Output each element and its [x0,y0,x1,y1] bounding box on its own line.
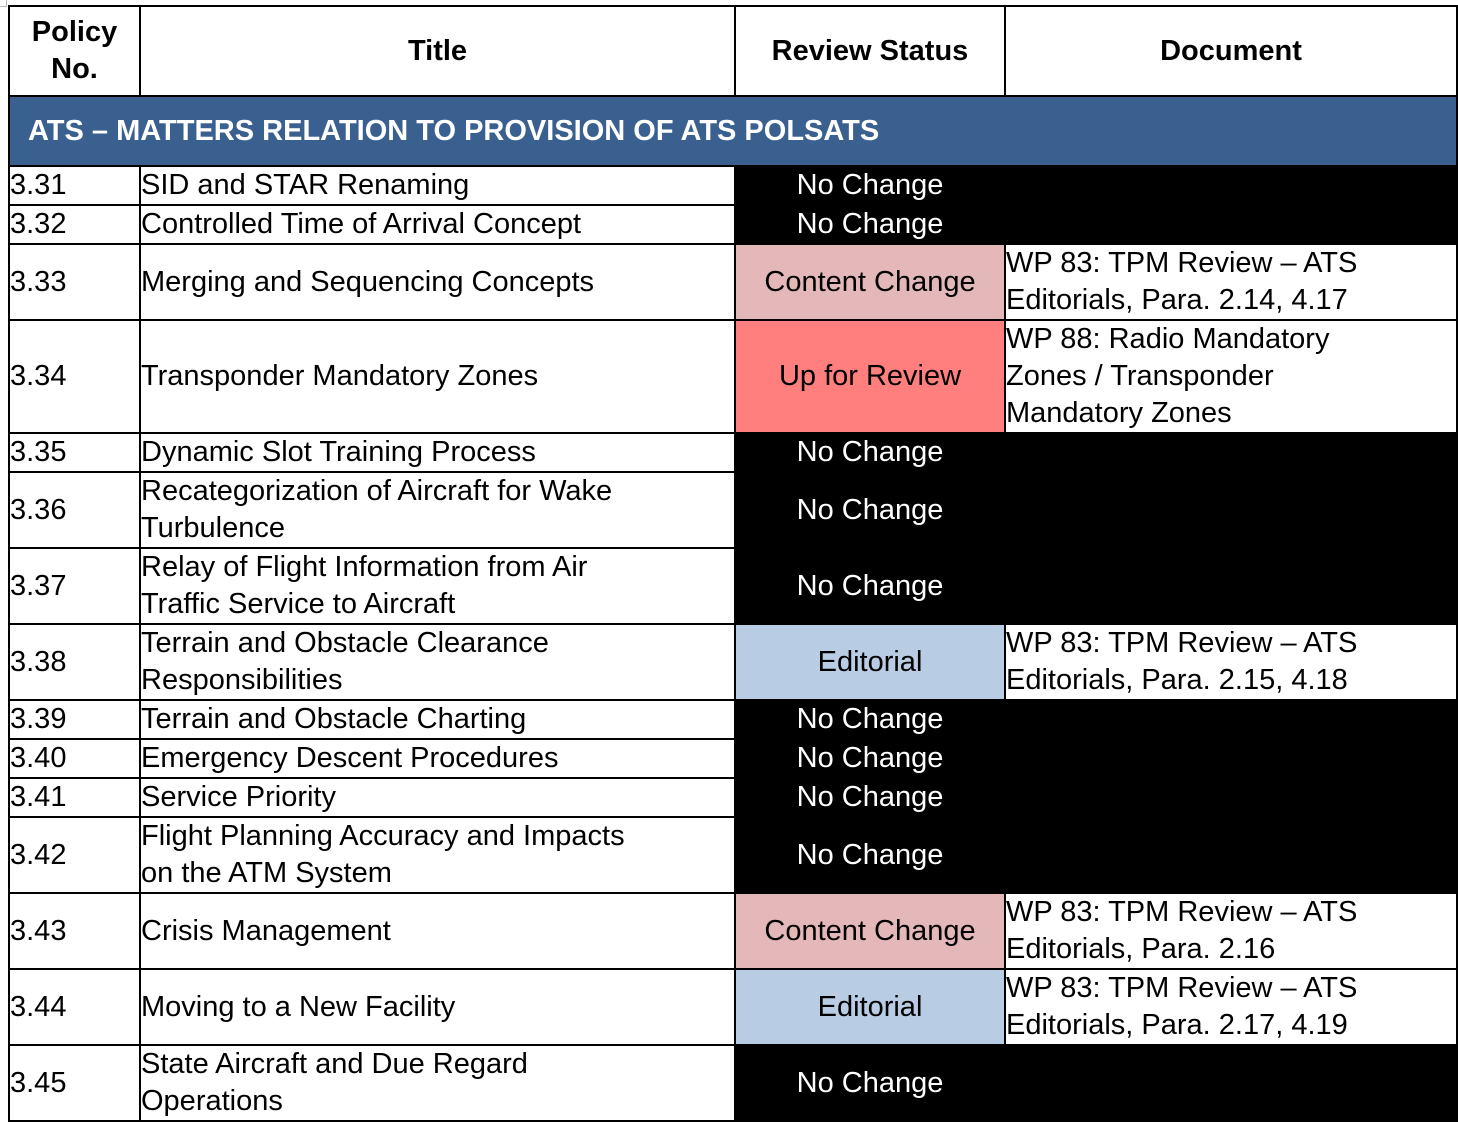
policy-title-line: Recategorization of Aircraft for Wake [141,475,613,507]
document-reference-line: WP 88: Radio Mandatory [1006,323,1330,355]
table-row [9,700,1457,739]
document-reference [1005,739,1457,778]
policy-title-line: State Aircraft and Due Regard [141,1048,528,1080]
review-status-no-change: No Change [735,700,1005,739]
document-reference-line: WP 83: TPM Review – ATS [1006,972,1358,1004]
policy-title [140,739,735,778]
header-review-status: Review Status [735,6,1005,96]
table-row [9,433,1457,472]
policy-title-line: on the ATM System [141,857,392,889]
table-row [9,1045,1457,1121]
policy-title [140,472,735,548]
header-policy-no [9,6,140,96]
document-reference [1005,893,1457,969]
policy-title-line: Controlled Time of Arrival Concept [141,208,582,240]
policy-title-line: Operations [141,1085,283,1117]
review-status-content-change: Content Change [735,244,1005,320]
review-status-editorial: Editorial [735,969,1005,1045]
policy-title-line: Merging and Sequencing Concepts [141,265,595,298]
policy-number: 3.37 [9,548,140,624]
review-status-no-change: No Change [735,433,1005,472]
document-reference [1005,472,1457,548]
table-row [9,166,1457,205]
table-row [9,969,1457,1045]
policy-number: 3.40 [9,739,140,778]
review-status-up-for-review: Up for Review [735,320,1005,433]
document-reference-line: Mandatory Zones [1006,397,1232,429]
document-reference [1005,320,1457,433]
policy-title [140,548,735,624]
document-reference [1005,778,1457,817]
review-status-no-change: No Change [735,1045,1005,1121]
policy-title-line: Responsibilities [141,664,343,696]
document-reference [1005,205,1457,244]
table-row [9,624,1457,700]
document-reference [1005,548,1457,624]
policy-title-line: Relay of Flight Information from Air [141,551,588,583]
document-reference [1005,969,1457,1045]
header-policy-line1: Policy [31,16,118,48]
policy-number: 3.41 [9,778,140,817]
document-reference-line: WP 83: TPM Review – ATS [1006,247,1358,279]
review-status-no-change: No Change [735,778,1005,817]
document-reference-line: Editorials, Para. 2.16 [1006,933,1276,965]
document-reference-line: WP 83: TPM Review – ATS [1006,896,1358,928]
policy-title [140,893,735,969]
review-status-no-change: No Change [735,205,1005,244]
document-reference [1005,700,1457,739]
corner-mark [0,0,7,7]
review-status-no-change: No Change [735,548,1005,624]
policy-number: 3.35 [9,433,140,472]
policy-title-line: Dynamic Slot Training Process [141,436,536,468]
review-status-content-change: Content Change [735,893,1005,969]
document-reference [1005,1045,1457,1121]
header-policy-line2: No. [51,53,98,85]
header-title: Title [140,6,735,96]
review-status-no-change: No Change [735,739,1005,778]
policy-title [140,624,735,700]
table-row [9,778,1457,817]
policy-number: 3.32 [9,205,140,244]
document-reference [1005,244,1457,320]
table-row [9,205,1457,244]
policy-title [140,205,735,244]
policy-title [140,817,735,893]
table-row [9,739,1457,778]
policy-number: 3.34 [9,320,140,433]
policy-title [140,700,735,739]
policy-title [140,778,735,817]
header-document: Document [1005,6,1457,96]
table-row [9,817,1457,893]
policy-title-line: Service Priority [141,781,336,813]
document-reference-line: Editorials, Para. 2.14, 4.17 [1006,284,1348,316]
policy-number: 3.33 [9,244,140,320]
policy-number: 3.45 [9,1045,140,1121]
table-row [9,893,1457,969]
policy-title-line: Crisis Management [141,914,391,947]
review-status-no-change: No Change [735,472,1005,548]
review-status-editorial: Editorial [735,624,1005,700]
policy-number: 3.42 [9,817,140,893]
document-reference-line: Zones / Transponder [1006,360,1274,392]
policy-title-line: Terrain and Obstacle Clearance [141,627,549,659]
table-row [9,244,1457,320]
review-status-no-change: No Change [735,817,1005,893]
table-row [9,472,1457,548]
document-reference [1005,624,1457,700]
policy-title [140,166,735,205]
policy-title [140,969,735,1045]
policy-title-line: Emergency Descent Procedures [141,742,559,774]
policy-number: 3.31 [9,166,140,205]
header-row [9,6,1457,96]
section-header-row [9,96,1457,166]
policy-title [140,433,735,472]
review-status-no-change: No Change [735,166,1005,205]
policy-title [140,320,735,433]
policy-review-table [8,5,1458,1122]
policy-title [140,1045,735,1121]
policy-title-line: Turbulence [141,512,286,544]
document-reference [1005,817,1457,893]
policy-number: 3.44 [9,969,140,1045]
policy-number: 3.39 [9,700,140,739]
policy-title-line: SID and STAR Renaming [141,169,470,201]
policy-title-line: Terrain and Obstacle Charting [141,703,527,735]
policy-number: 3.36 [9,472,140,548]
policy-title-line: Transponder Mandatory Zones [141,360,539,392]
policy-title-line: Traffic Service to Aircraft [141,588,456,620]
document-reference-line: Editorials, Para. 2.15, 4.18 [1006,664,1348,696]
document-reference-line: WP 83: TPM Review – ATS [1006,627,1358,659]
policy-title [140,244,735,320]
section-title: ATS – MATTERS RELATION TO PROVISION OF ATS POLSATS [9,96,1457,166]
policy-title-line: Moving to a New Facility [141,990,456,1023]
policy-number: 3.38 [9,624,140,700]
document-reference [1005,166,1457,205]
table-row [9,548,1457,624]
policy-number: 3.43 [9,893,140,969]
policy-title-line: Flight Planning Accuracy and Impacts [141,820,625,852]
document-reference-line: Editorials, Para. 2.17, 4.19 [1006,1009,1348,1041]
table-row [9,320,1457,433]
document-reference [1005,433,1457,472]
